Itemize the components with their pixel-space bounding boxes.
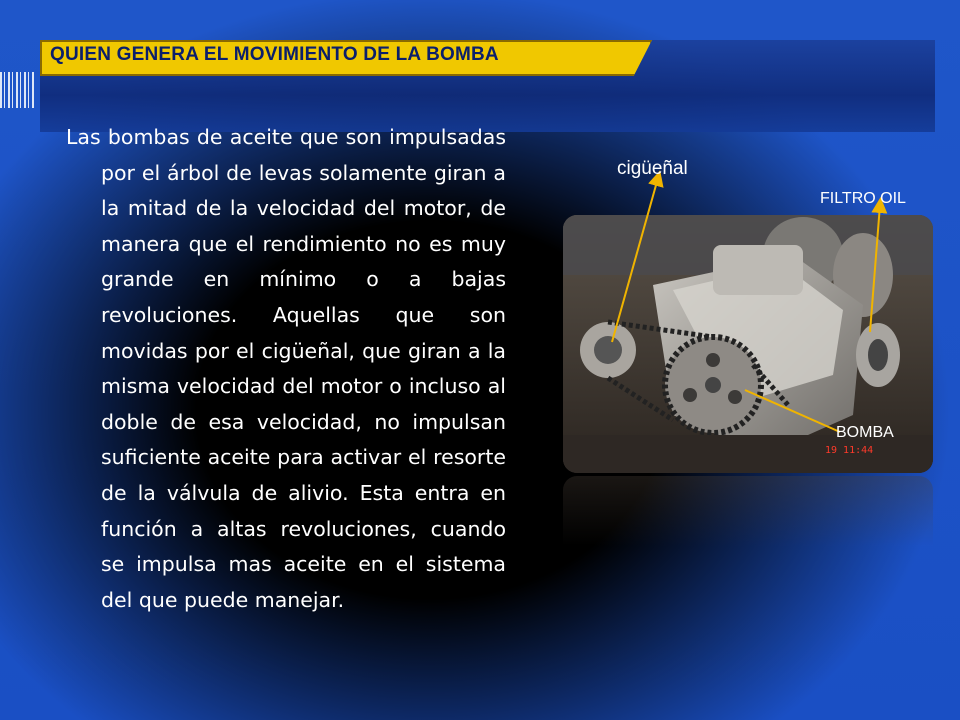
oil-filter-label: FILTRO OIL	[820, 190, 906, 207]
pump-pointer	[745, 390, 840, 432]
slide-title: QUIEN GENERA EL MOVIMIENTO DE LA BOMBA	[50, 44, 499, 65]
filter-arrow	[870, 205, 880, 332]
pump-label: BOMBA	[836, 424, 894, 441]
crankshaft-arrow	[612, 178, 658, 342]
body-text: Las bombas de aceite que son impulsadas por el árbol de levas solamente giran a la mitad de la velocidad del motor, de manera que el rendimiento no es muy grande en mínimo o a bajas revoluciones. Aquellas que son movidas por el cigüeñal, que giran a la misma velocidad del motor o incluso al doble de esa velocidad, no impulsan suficiente aceite para activar el resorte de la válvula de alivio. Esta entra en función a altas revoluciones, cuando se impulsa mas aceite en el sistema del que puede manejar.	[66, 125, 506, 612]
photo-timestamp: 19 11:44	[825, 445, 874, 456]
crankshaft-label: cigüeñal	[617, 158, 688, 179]
